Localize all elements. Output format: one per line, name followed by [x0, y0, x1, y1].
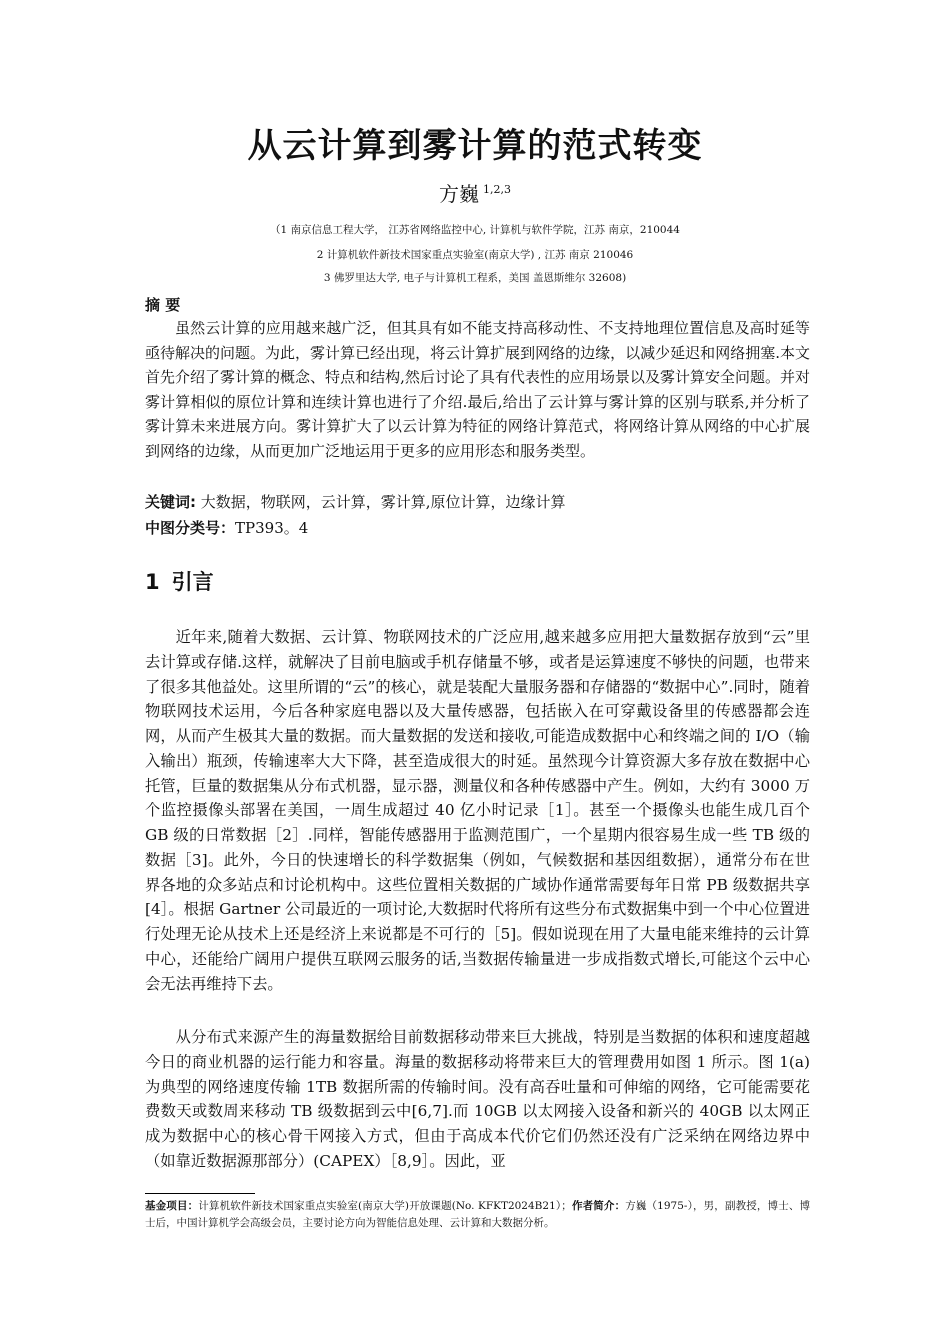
keywords-label: 关键词:: [145, 493, 196, 511]
fund-text: 计算机软件新技术国家重点实验室(南京大学)开放课题(No. KFKT2024B21）；: [198, 1200, 572, 1212]
fund-label: 基金项目：: [145, 1200, 199, 1212]
affiliation-1: （1 南京信息工程大学， 江苏省网络监控中心, 计算机与软件学院，江苏 南京，210044: [270, 224, 680, 236]
clc-label: 中图分类号：: [145, 519, 236, 537]
section-number: 1: [145, 570, 160, 594]
author-bio-label: 作者简介：: [571, 1200, 626, 1212]
keywords-line: [145, 491, 566, 512]
author-bio-text: 方巍（1975-），男，副教授，博士、博士后，中国计算机学会高级会员，主要讨论方向为智能信息处理、云计算和大数据分析。: [145, 1200, 810, 1229]
abstract-text: 虽然云计算的应用越来越广泛，但其具有如不能支持高移动性、不支持地理位置信息及高时延等亟待解决的问题。为此，雾计算已经出现，将云计算扩展到网络的边缘，以减少延迟和网络拥塞.本文首先介绍了雾计算的概念、特点和结构,然后讨论了具有代表性的应用场景以及雾计算安全问题。并对雾计算相似的原位计算和连续计算也进行了介绍.最后,给出了云计算与雾计算的区别与联系,并分析了雾计算未来进展方向。雾计算扩大了以云计算为特征的网络计算范式，将网络计算从网络的中心扩展到网络的边缘，从而更加广泛地运用于更多的应用形态和服务类型。: [145, 319, 810, 460]
author-affiliation-marks: 1,2,3: [483, 183, 511, 196]
paper-title: 从云计算到雾计算的范式转变: [247, 126, 703, 166]
author-name: 方巍: [439, 182, 479, 206]
section-heading: [145, 566, 214, 596]
abstract-label: 摘 要: [145, 296, 181, 314]
keywords-text: 大数据，物联网，云计算，雾计算,原位计算，边缘计算: [196, 493, 566, 511]
body-paragraph-1: 近年来,随着大数据、云计算、物联网技术的广泛应用,越来越多应用把大量数据存放到“云”里去计算或存储.这样，就解决了目前电脑或手机存储量不够，或者是运算速度不够快的问题，也带来了很多其他益处。这里所谓的“云”的核心，就是装配大量服务器和存储器的“数据中心”.同时，随着物联网技术运用，今后各种家庭电器以及大量传感器，包括嵌入在可穿戴设备里的传感器都会连网，从而产生极其大量的数据。而大量数据的发送和接收,可能造成数据中心和终端之间的 I/O（输入输出）瓶颈，传输速率大大下降，甚至造成很大的时延。虽然现今计算资源大多存放在数据中心托管，巨量的数据集从分布式机器，显示器，测量仪和各种传感器中产生。例如，大约有 3000 万个监控摄像头部署在美国，一周生成超过 40 亿小时记录［1］。甚至一个摄像头也能生成几百个 GB 级的日常数据［2］.同样，智能传感器用于监测范围广，一个星期内很容易生成一些 TB 级的数据［3]。此外，今日的快速增长的科学数据集（例如，气候数据和基因组数据），通常分布在世界各地的众多站点和讨论机构中。这些位置相关数据的广域协作通常需要每年日常 PB 级数据共享[4］。根据 Gartner 公司最近的一项讨论,大数据时代将所有这些分布式数据集中到一个中心位置进行处理无论从技术上还是经济上来说都是不可行的［5]。假如说现在用了大量电能来维持的云计算中心，还能给广阔用户提供互联网云服务的话,当数据传输量进一步成指数式增长,可能这个云中心会无法再维持下去。: [145, 628, 810, 993]
affiliation-3: 3 佛罗里达大学, 电子与计算机工程系，美国 盖恩斯维尔 32608): [323, 272, 627, 284]
clc-line: [145, 517, 308, 538]
section-title: 引言: [171, 570, 214, 594]
affiliation-2: 2 计算机软件新技术国家重点实验室(南京大学) , 江苏 南京 210046: [316, 249, 634, 261]
footnote-divider: [145, 1193, 255, 1194]
clc-text: TP393。4: [235, 519, 309, 537]
body-paragraph-2: 从分布式来源产生的海量数据给目前数据移动带来巨大挑战，特别是当数据的体积和速度超越今日的商业机器的运行能力和容量。海量的数据移动将带来巨大的管理费用如图 1 所示。图 1(a)为典型的网络速度传输 1TB 数据所需的传输时间。没有高吞吐量和可伸缩的网络，它可能需要花费数天或数周来移动 TB 级数据到云中[6,7].而 10GB 以太网接入设备和新兴的 40GB 以太网正成为数据中心的核心骨干网接入方式，但由于高成本代价它们仍然还没有广泛采纳在网络边界中（如靠近数据源那部分）(CAPEX）［8,9］。因此，亚: [145, 1028, 810, 1170]
author-line: [0, 178, 950, 207]
footnote: [145, 1198, 810, 1232]
